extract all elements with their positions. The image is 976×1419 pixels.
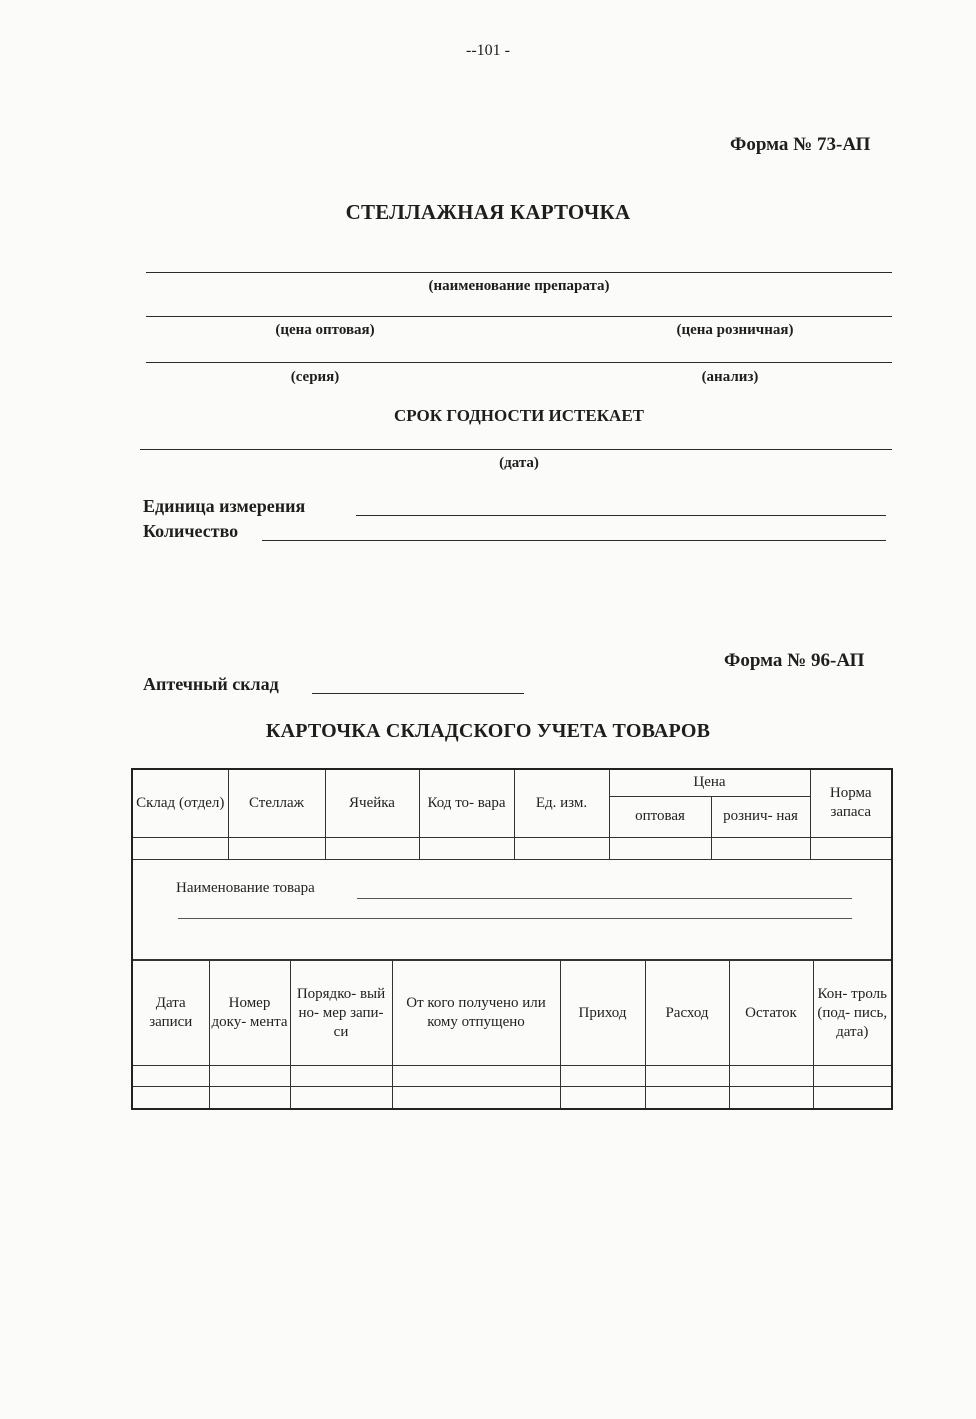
entry-cell — [711, 837, 810, 859]
drug-name-line — [146, 272, 892, 273]
form-code-96: Форма № 96-АП — [724, 650, 865, 671]
quantity-fill-line — [262, 540, 886, 541]
top-header-table — [133, 770, 891, 860]
entry-cell — [392, 1066, 560, 1087]
date-caption: (дата) — [499, 455, 539, 471]
analysis-caption: (анализ) — [701, 369, 759, 385]
col-expense: Расход — [645, 961, 729, 1066]
col-stock-norm: Норма запаса — [810, 770, 891, 837]
col-rack: Стеллаж — [228, 770, 325, 837]
entry-cell — [560, 1087, 645, 1108]
entry-cell — [209, 1087, 290, 1108]
product-name-label: Наименование товара — [176, 880, 315, 896]
col-cell: Ячейка — [325, 770, 419, 837]
stock-card-frame — [131, 768, 893, 1110]
col-unit: Ед. изм. — [514, 770, 609, 837]
entry-cell — [560, 1066, 645, 1087]
date-line — [140, 449, 892, 450]
stock-card-title: КАРТОЧКА СКЛАДСКОГО УЧЕТА ТОВАРОВ — [265, 720, 711, 742]
entry-cell — [810, 837, 891, 859]
movement-table — [133, 960, 891, 1108]
entry-cell — [609, 837, 711, 859]
entry-cell — [813, 1066, 891, 1087]
band-divider — [133, 959, 891, 960]
rack-card-title: СТЕЛЛАЖНАЯ КАРТОЧКА — [345, 200, 631, 224]
warehouse-label: Аптечный склад — [143, 674, 279, 694]
entry-cell — [645, 1066, 729, 1087]
col-price: Цена — [609, 770, 810, 796]
entry-cell — [290, 1087, 392, 1108]
entry-cell — [514, 837, 609, 859]
col-code: Код то- вара — [419, 770, 514, 837]
col-price-retail: рознич- ная — [711, 796, 810, 837]
product-name-line-2 — [178, 918, 852, 919]
entry-cell — [209, 1066, 290, 1087]
col-counterparty: От кого получено или кому отпущено — [392, 961, 560, 1066]
price-line — [146, 316, 892, 317]
page-number: --101 - — [466, 42, 510, 59]
unit-fill-line — [356, 515, 886, 516]
quantity-label: Количество — [143, 521, 239, 541]
expiry-heading: СРОК ГОДНОСТИ ИСТЕКАЕТ — [393, 406, 645, 425]
product-name-line — [357, 898, 852, 899]
entry-cell — [133, 1066, 209, 1087]
unit-label: Единица измерения — [143, 496, 306, 516]
col-price-wholesale: оптовая — [609, 796, 711, 837]
entry-cell — [645, 1087, 729, 1108]
entry-cell — [813, 1087, 891, 1108]
entry-cell — [228, 837, 325, 859]
col-balance: Остаток — [729, 961, 813, 1066]
entry-cell — [729, 1066, 813, 1087]
entry-cell — [392, 1087, 560, 1108]
series-line — [146, 362, 892, 363]
price-wholesale-caption: (цена оптовая) — [275, 322, 375, 338]
col-warehouse: Склад (отдел) — [133, 770, 228, 837]
entry-cell — [133, 837, 228, 859]
col-income: Приход — [560, 961, 645, 1066]
series-caption: (серия) — [290, 369, 340, 385]
col-control: Кон- троль (под- пись, дата) — [813, 961, 891, 1066]
entry-cell — [325, 837, 419, 859]
col-doc-number: Номер доку- мента — [209, 961, 290, 1066]
col-date: Дата записи — [133, 961, 209, 1066]
entry-cell — [729, 1087, 813, 1108]
entry-cell — [133, 1087, 209, 1108]
col-seq-number: Порядко- вый но- мер запи- си — [290, 961, 392, 1066]
warehouse-fill-line — [312, 693, 524, 694]
drug-name-caption: (наименование препарата) — [428, 278, 610, 294]
entry-cell — [419, 837, 514, 859]
form-code-73: Форма № 73-АП — [730, 134, 871, 155]
entry-cell — [290, 1066, 392, 1087]
price-retail-caption: (цена розничная) — [676, 322, 794, 338]
